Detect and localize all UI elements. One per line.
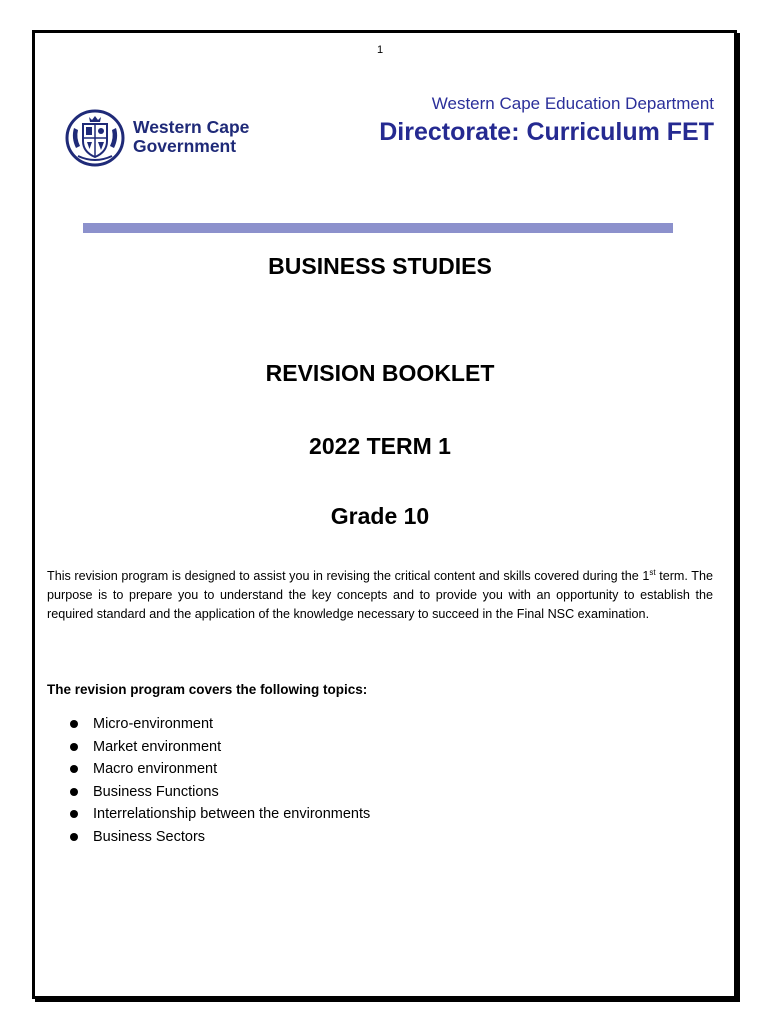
bullet-icon: [70, 833, 78, 841]
list-item-label: Business Functions: [93, 783, 219, 800]
list-item: [66, 736, 370, 759]
page-number: 1: [376, 44, 384, 56]
topics-title: The revision program covers the following topics:: [47, 682, 368, 697]
list-item-label: Micro-environment: [93, 716, 214, 732]
list-item-label: Market environment: [93, 738, 222, 755]
western-cape-government-logo: [64, 108, 269, 168]
bullet-icon: [70, 765, 78, 773]
list-item-label: Macro environment: [93, 761, 218, 777]
bullet-icon: [70, 720, 78, 728]
logo-wordmark: [133, 118, 249, 156]
intro-text-part-2: term. The purpose is to prepare you to understand the key concepts and to provide you with an opportunity to establish the required standard and the application of the knowledge necessary to succeed in the Final NSC examination.: [47, 569, 713, 621]
list-item: [66, 781, 370, 804]
term-heading: 2022 TERM 1: [309, 433, 451, 459]
list-item: [66, 713, 370, 736]
bullet-icon: [70, 810, 78, 818]
header-divider: [83, 223, 673, 233]
topics-list: [66, 713, 370, 848]
booklet-heading: REVISION BOOKLET: [265, 360, 495, 386]
logo-line-1: Western Cape: [133, 117, 250, 137]
logo-line-2: Government: [133, 136, 237, 156]
list-item: [66, 826, 370, 849]
bullet-icon: [70, 788, 78, 796]
list-item: [66, 803, 370, 826]
list-item: [66, 758, 370, 781]
grade-heading: Grade 10: [330, 503, 430, 529]
subject-heading: BUSINESS STUDIES: [268, 253, 492, 279]
list-item-label: Interrelationship between the environments: [93, 806, 371, 822]
directorate-title: Directorate: Curriculum FET: [379, 118, 714, 146]
list-item-label: Business Sectors: [93, 828, 206, 845]
intro-text-part-1: This revision program is designed to assist you in revising the critical content and skills covered during the 1: [47, 569, 650, 583]
department-name: Western Cape Education Department: [431, 94, 714, 113]
coat-of-arms-icon: [64, 108, 126, 168]
intro-superscript: st: [649, 567, 656, 577]
bullet-icon: [70, 743, 78, 751]
intro-paragraph: [47, 567, 713, 624]
